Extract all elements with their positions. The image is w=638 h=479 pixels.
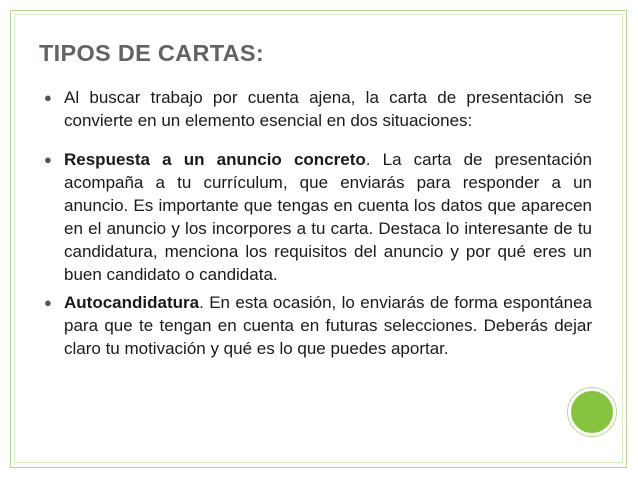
bullet-icon: ● bbox=[44, 295, 52, 310]
slide-body bbox=[44, 86, 592, 360]
bullet-icon: ● bbox=[44, 152, 52, 167]
decorative-circle bbox=[568, 388, 616, 436]
self-application-text: . En esta ocasión, lo enviarás de forma espontánea para que te tengan en cuenta en futuras selecciones. Deberás dejar claro tu motivación y qué es lo que puedes aportar. bbox=[64, 293, 592, 358]
response-paragraph bbox=[44, 148, 592, 286]
self-application-paragraph bbox=[44, 291, 592, 360]
bullet-icon: ● bbox=[44, 90, 52, 105]
response-text: . La carta de presentación acompaña a tu currículum, que enviarás para responder a un anuncio. Es importante que tengas en cuenta los datos que aparecen en el anuncio y los incorpores a tu carta. Destaca lo interesante de tu candidatura, menciona los requisitos del anuncio y por qué eres un buen candidato o candidata. bbox=[64, 150, 593, 284]
intro-paragraph bbox=[44, 86, 592, 132]
slide-title: TIPOS DE CARTAS: bbox=[39, 40, 265, 66]
self-application-heading: Autocandidatura bbox=[64, 293, 200, 312]
response-heading: Respuesta a un anuncio concreto bbox=[64, 150, 366, 169]
intro-text: Al buscar trabajo por cuenta ajena, la carta de presentación se convierte en un elemento esencial en dos situaciones: bbox=[64, 88, 592, 130]
